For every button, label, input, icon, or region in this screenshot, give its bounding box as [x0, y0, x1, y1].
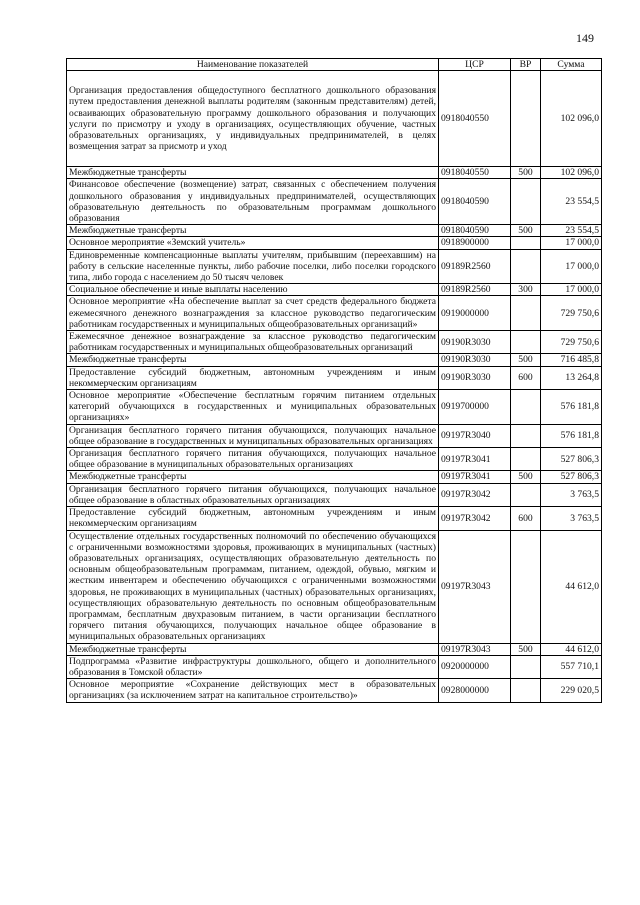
row-sum: 102 096,0: [541, 167, 602, 179]
row-name: Организация бесплатного горячего питания обучающихся, получающих начальное общее образование в государственных и муниципальных образовательных организациях: [67, 424, 439, 447]
row-csr: 09190R3030: [439, 354, 511, 366]
row-csr: 0918040550: [439, 167, 511, 179]
row-sum: 229 020,5: [541, 679, 602, 702]
row-sum: 716 485,8: [541, 354, 602, 366]
row-csr: 0928000000: [439, 679, 511, 702]
row-vr: [511, 448, 541, 471]
table-row: [67, 448, 602, 471]
row-sum: 576 181,8: [541, 424, 602, 447]
table-row: [67, 424, 602, 447]
row-csr: 0918040590: [439, 179, 511, 225]
row-name: Основное мероприятие «На обеспечение выплат за счет средств федерального бюджета ежемесячного денежного вознаграждения за классное руководство педагогическим работникам государственных и муниципальных общеобразовательных организаций»: [67, 296, 439, 331]
row-name: Осуществление отдельных государственных полномочий по обеспечению обучающихся с ограниченными возможностями здоровья, проживающих в муниципальных (частных) образовательных организациях, осуществляющих образовательную деятельность по основным общеобразовательным программам, питанием, одеждой, обувью, мягким и жестким инвентарем и обеспечению обучающихся с ограниченными возможностями здоровья, не проживающих в муниципальных (частных) образовательных организациях, осуществляющих образовательную деятельность по основным общеобразовательным программам, бесплатным двухразовым питанием, в части организации бесплатного горячего питания обучающихся, получающих начальное общее образование в муниципальных образовательных организациях: [67, 530, 439, 643]
row-csr: 09197R3040: [439, 424, 511, 447]
row-name: Основное мероприятие «Сохранение действующих мест в образовательных организациях (за исключением затрат на капитальное строительство)»: [67, 679, 439, 702]
table-header-row: [67, 59, 602, 71]
table-row: [67, 354, 602, 366]
table-row: [67, 284, 602, 296]
row-vr: 300: [511, 284, 541, 296]
table-row: [67, 679, 602, 702]
budget-table: [66, 58, 602, 703]
row-sum: 527 806,3: [541, 448, 602, 471]
row-name: Межбюджетные трансферты: [67, 354, 439, 366]
header-sum: Сумма: [541, 59, 602, 71]
table-row: [67, 390, 602, 425]
row-name: Межбюджетные трансферты: [67, 471, 439, 483]
row-vr: [511, 655, 541, 678]
row-vr: [511, 483, 541, 506]
row-csr: 09197R3041: [439, 471, 511, 483]
row-vr: 500: [511, 471, 541, 483]
row-vr: 600: [511, 507, 541, 530]
table-row: [67, 366, 602, 389]
row-vr: 500: [511, 225, 541, 237]
row-vr: [511, 249, 541, 284]
row-sum: 102 096,0: [541, 71, 602, 167]
row-csr: 09189R2560: [439, 284, 511, 296]
row-csr: 09197R3043: [439, 643, 511, 655]
row-name: Основное мероприятие «Земский учитель»: [67, 237, 439, 249]
row-vr: 500: [511, 643, 541, 655]
row-vr: [511, 296, 541, 331]
table-row: [67, 530, 602, 643]
row-vr: 500: [511, 167, 541, 179]
row-csr: 0920000000: [439, 655, 511, 678]
row-csr: 0919700000: [439, 390, 511, 425]
row-sum: 3 763,5: [541, 507, 602, 530]
header-name: Наименование показателей: [67, 59, 439, 71]
row-name: Основное мероприятие «Обеспечение бесплатным горячим питанием отдельных категорий обучающихся в государственных и муниципальных образовательных организациях»: [67, 390, 439, 425]
row-sum: 17 000,0: [541, 284, 602, 296]
row-csr: 09197R3042: [439, 483, 511, 506]
table-row: [67, 507, 602, 530]
row-name: Социальное обеспечение и иные выплаты населению: [67, 284, 439, 296]
table-row: [67, 167, 602, 179]
row-vr: [511, 179, 541, 225]
table-row: [67, 249, 602, 284]
row-csr: 09189R2560: [439, 249, 511, 284]
table-row: [67, 296, 602, 331]
row-name: Ежемесячное денежное вознаграждение за классное руководство педагогическим работникам государственных и муниципальных общеобразовательных организаций: [67, 331, 439, 354]
row-sum: 729 750,6: [541, 296, 602, 331]
row-vr: [511, 424, 541, 447]
row-sum: 23 554,5: [541, 225, 602, 237]
row-vr: 500: [511, 354, 541, 366]
header-csr: ЦСР: [439, 59, 511, 71]
row-vr: 600: [511, 366, 541, 389]
row-name: Организация предоставления общедоступного бесплатного дошкольного образования путем предоставления денежной выплаты родителям (законным представителям) детей, осваивающих образовательную программу дошкольного образования и получающих услуги по присмотру и уходу в организациях, осуществляющих обучение, частных образовательных организациях, у индивидуальных предпринимателей, в целях возмещения затрат за присмотр и уход: [67, 71, 439, 167]
row-csr: 09190R3030: [439, 366, 511, 389]
row-vr: [511, 390, 541, 425]
row-sum: 557 710,1: [541, 655, 602, 678]
table-row: [67, 483, 602, 506]
row-sum: 44 612,0: [541, 530, 602, 643]
header-vr: ВР: [511, 59, 541, 71]
table-row: [67, 71, 602, 167]
row-sum: 44 612,0: [541, 643, 602, 655]
row-sum: 729 750,6: [541, 331, 602, 354]
row-sum: 3 763,5: [541, 483, 602, 506]
row-name: Межбюджетные трансферты: [67, 167, 439, 179]
row-sum: 576 181,8: [541, 390, 602, 425]
row-vr: [511, 71, 541, 167]
row-vr: [511, 530, 541, 643]
row-name: Единовременные компенсационные выплаты учителям, прибывшим (переехавшим) на работу в сельские населенные пункты, либо рабочие поселки, либо поселки городского типа, либо города с населением до 50 тысяч человек: [67, 249, 439, 284]
row-name: Организация бесплатного горячего питания обучающихся, получающих начальное общее образование в областных образовательных организациях: [67, 483, 439, 506]
table-row: [67, 655, 602, 678]
row-sum: 17 000,0: [541, 249, 602, 284]
row-name: Предоставление субсидий бюджетным, автономным учреждениям и иным некоммерческим организациям: [67, 366, 439, 389]
row-csr: 0918040590: [439, 225, 511, 237]
row-csr: 0918040550: [439, 71, 511, 167]
table-row: [67, 643, 602, 655]
row-name: Предоставление субсидий бюджетным, автономным учреждениям и иным некоммерческим организациям: [67, 507, 439, 530]
row-vr: [511, 237, 541, 249]
row-sum: 527 806,3: [541, 471, 602, 483]
row-name: Межбюджетные трансферты: [67, 225, 439, 237]
row-name: Финансовое обеспечение (возмещение) затрат, связанных с обеспечением получения дошкольного образования у индивидуальных предпринимателей, осуществляющих образовательную деятельность по образовательным программам дошкольного образования: [67, 179, 439, 225]
table-row: [67, 471, 602, 483]
row-sum: 13 264,8: [541, 366, 602, 389]
table-row: [67, 225, 602, 237]
row-csr: 09190R3030: [439, 331, 511, 354]
row-csr: 0918900000: [439, 237, 511, 249]
table-row: [67, 331, 602, 354]
row-csr: 0919000000: [439, 296, 511, 331]
row-name: Подпрограмма «Развитие инфраструктуры дошкольного, общего и дополнительного образования в Томской области»: [67, 655, 439, 678]
row-csr: 09197R3043: [439, 530, 511, 643]
table-row: [67, 179, 602, 225]
page-number: 149: [576, 31, 594, 45]
row-sum: 23 554,5: [541, 179, 602, 225]
row-vr: [511, 679, 541, 702]
row-name: Организация бесплатного горячего питания обучающихся, получающих начальное общее образование в муниципальных образовательных организациях: [67, 448, 439, 471]
row-name: Межбюджетные трансферты: [67, 643, 439, 655]
row-csr: 09197R3041: [439, 448, 511, 471]
row-csr: 09197R3042: [439, 507, 511, 530]
row-sum: 17 000,0: [541, 237, 602, 249]
row-vr: [511, 331, 541, 354]
table-row: [67, 237, 602, 249]
